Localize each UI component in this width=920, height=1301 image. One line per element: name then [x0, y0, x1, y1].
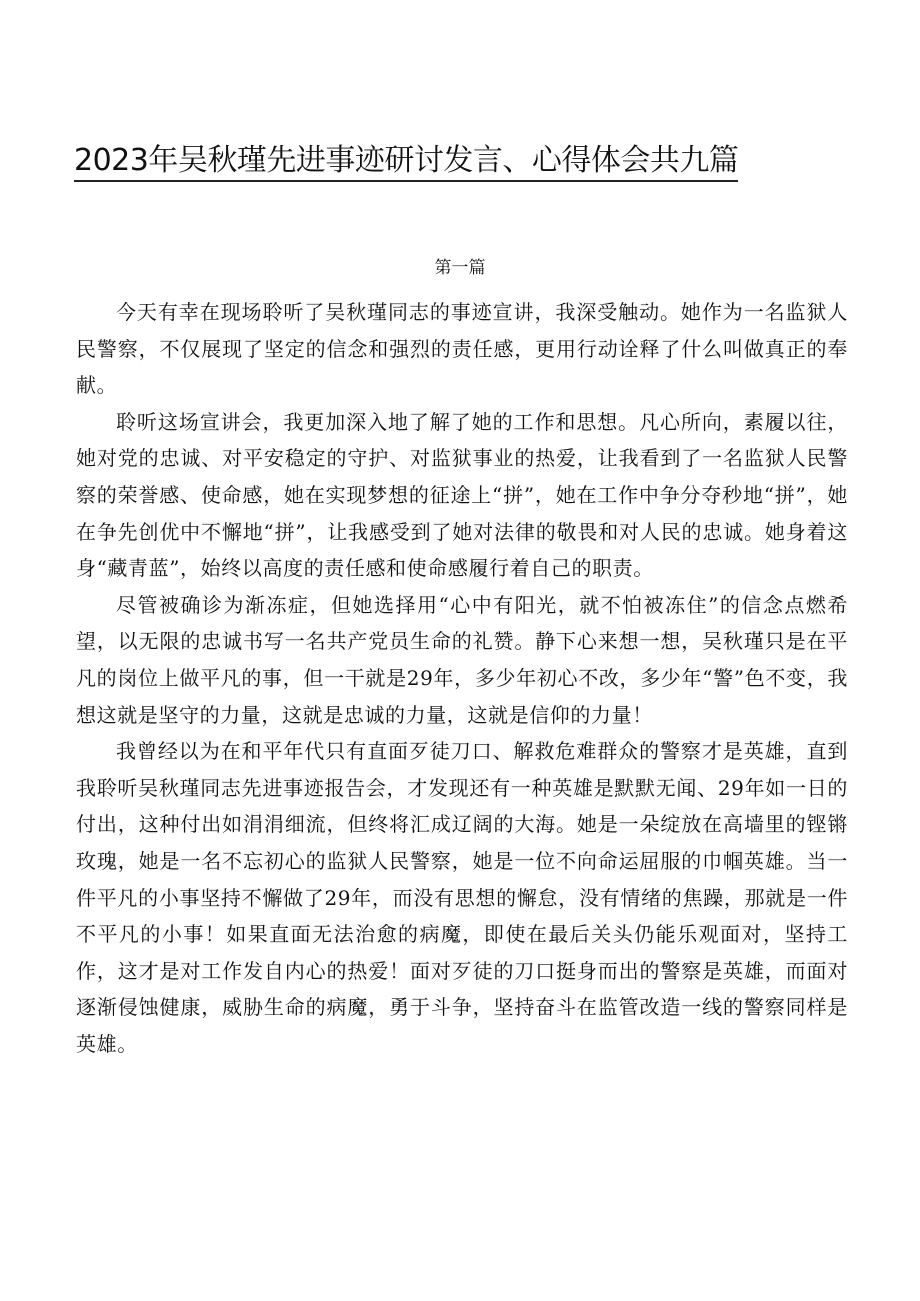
section-title: 第一篇: [434, 258, 486, 278]
paragraph-2: 聆听这场宣讲会，我更加深入地了解了她的工作和思想。凡心所向，素履以往，她对党的忠诚、对平安稳定的守护、对监狱事业的热爱，让我看到了一名监狱人民警察的荣誉感、使命感，她在实现梦想的征途上“拼”，她在工作中争分夺秒地“拼”，她在争先创优中不懈地“拼”，让我感受到了她对法律的敬畏和对人民的忠诚。她身着这身“藏青蓝”，始终以高度的责任感和使命感履行着自己的职责。: [76, 409, 848, 581]
document-title: [74, 138, 834, 184]
paragraph-3: 尽管被确诊为渐冻症，但她选择用“心中有阳光，就不怕被冻住”的信念点燃希望，以无限的忠诚书写一名共产党员生命的礼赞。静下心来想一想，吴秋瑾只是在平凡的岗位上做平凡的事，但一干就是29年，多少年初心不改，多少年“警”色不变，我想这就是坚守的力量，这就是忠诚的力量，这就是信仰的力量！: [76, 592, 848, 727]
document-body: [76, 294, 848, 1062]
paragraph-1: 今天有幸在现场聆听了吴秋瑾同志的事迹宣讲，我深受触动。她作为一名监狱人民警察，不仅展现了坚定的信念和强烈的责任感，更用行动诠释了什么叫做真正的奉献。: [76, 300, 848, 398]
paragraph-4: 我曾经以为在和平年代只有直面歹徒刀口、解救危难群众的警察才是英雄，直到我聆听吴秋瑾同志先进事迹报告会，才发现还有一种英雄是默默无闻、29年如一日的付出，这种付出如涓涓细流，但终将汇成辽阔的大海。她是一朵绽放在高墙里的铿锵玫瑰，她是一名不忘初心的监狱人民警察，她是一位不向命运屈服的巾帼英雄。当一件平凡的小事坚持不懈做了29年，而没有思想的懈怠，没有情绪的焦躁，那就是一件不平凡的小事！如果直面无法治愈的病魔，即使在最后关头仍能乐观面对，坚持工作，这才是对工作发自内心的热爱！面对歹徒的刀口挺身而出的警察是英雄，而面对逐渐侵蚀健康，威胁生命的病魔，勇于斗争，坚持奋斗在监管改造一线的警察同样是英雄。: [76, 739, 848, 1056]
document-title-text: 2023年吴秋瑾先进事迹研讨发言、心得体会共九篇: [74, 143, 738, 182]
